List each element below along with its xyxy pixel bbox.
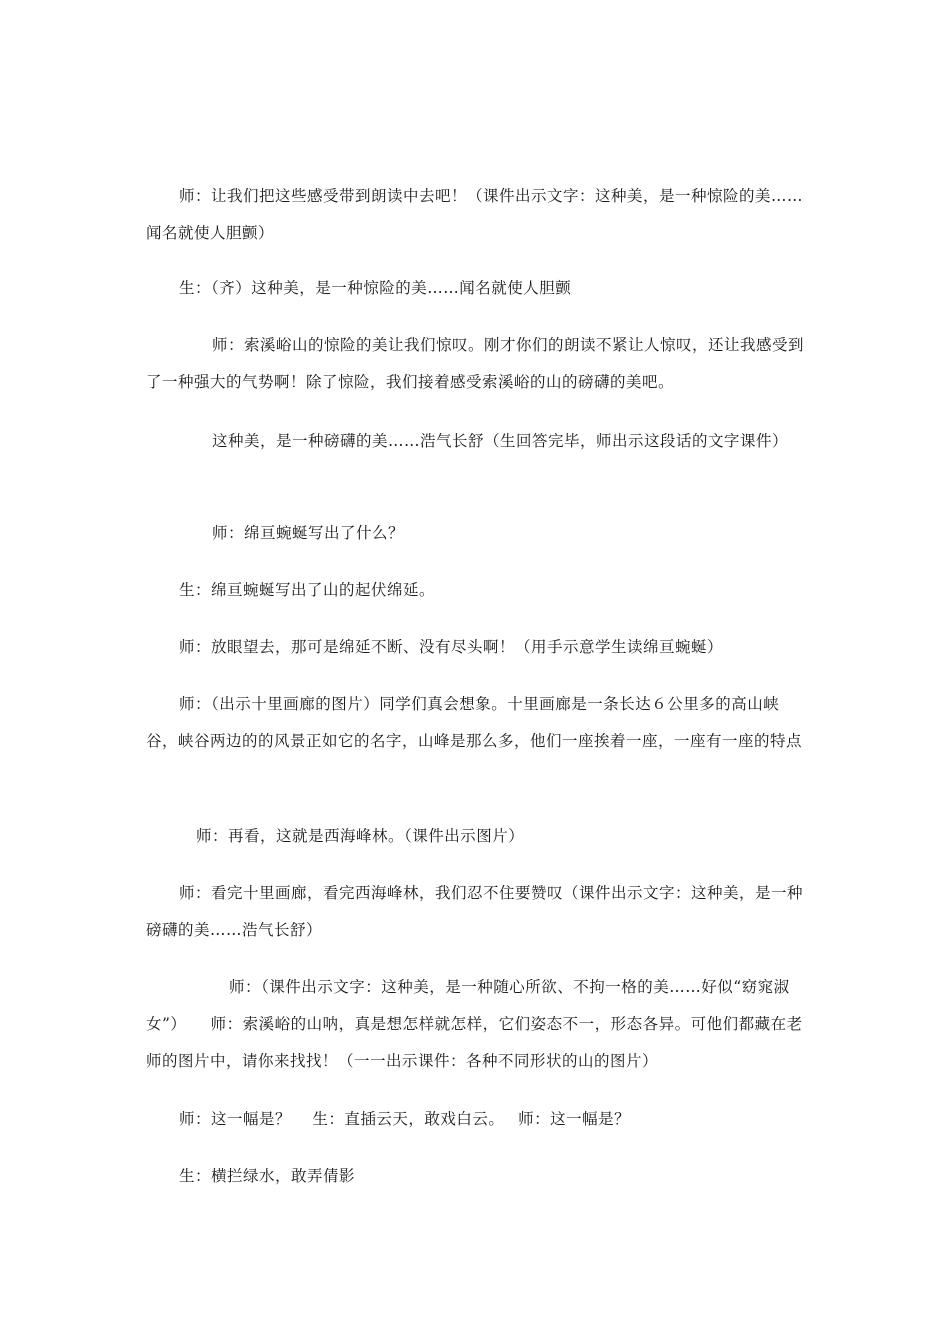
paragraph-12: 师：这一幅是？ 生：直插云天，敢戏白云。 师：这一幅是？ <box>179 1110 631 1128</box>
paragraph-4: 这种美，是一种磅礴的美……浩气长舒（生回答完毕，师出示这段话的文字课件） <box>212 432 789 450</box>
paragraph-8: 师：（出示十里画廊的图片）同学们真会想象。十里画廊是一条长达６公里多的高山峡谷，峡谷两边的的风景正如它的名字，山峰是那么多，他们一座挨着一座，一座有一座的特点 <box>146 695 803 750</box>
paragraph-5: 师：绵亘蜿蜒写出了什么？ <box>212 524 405 542</box>
paragraph-10: 师：看完十里画廊，看完西海峰林，我们忍不住要赞叹（课件出示文字：这种美，是一种磅礴的美……浩气长舒） <box>146 884 804 939</box>
paragraph-9: 师：再看，这就是西海峰林。（课件出示图片） <box>196 827 525 845</box>
paragraph-6: 生：绵亘蜿蜒写出了山的起伏绵延。 <box>179 581 436 599</box>
paragraph-3: 师：索溪峪山的惊险的美让我们惊叹。刚才你们的朗读不紧让人惊叹，还让我感受到了一种强大的气势啊！除了惊险，我们接着感受索溪峪的山的磅礴的美吧。 <box>146 336 805 391</box>
paragraph-2: 生：（齐）这种美，是一种惊险的美……闻名就使人胆颤 <box>179 279 572 297</box>
paragraph-1: 师：让我们把这些感受带到朗读中去吧！（课件出示文字：这种美，是一种惊险的美……闻名就使人胆颤） <box>146 187 804 242</box>
paragraph-7: 师：放眼望去，那可是绵延不断、没有尽头啊！（用手示意学生读绵亘蜿蜒） <box>179 638 724 656</box>
paragraph-11: 师：（课件出示文字：这种美，是一种随心所欲、不拘一格的美……好似“窈窕淑女”） 师：索溪峪的山呐，真是想怎样就怎样，它们姿态不一，形态各异。可他们都藏在老师的图片中，请你来找找！（一一出示课件：各种不同形状的山的图片） <box>146 978 803 1070</box>
paragraph-13: 生：横拦绿水，敢弄倩影 <box>179 1167 356 1185</box>
